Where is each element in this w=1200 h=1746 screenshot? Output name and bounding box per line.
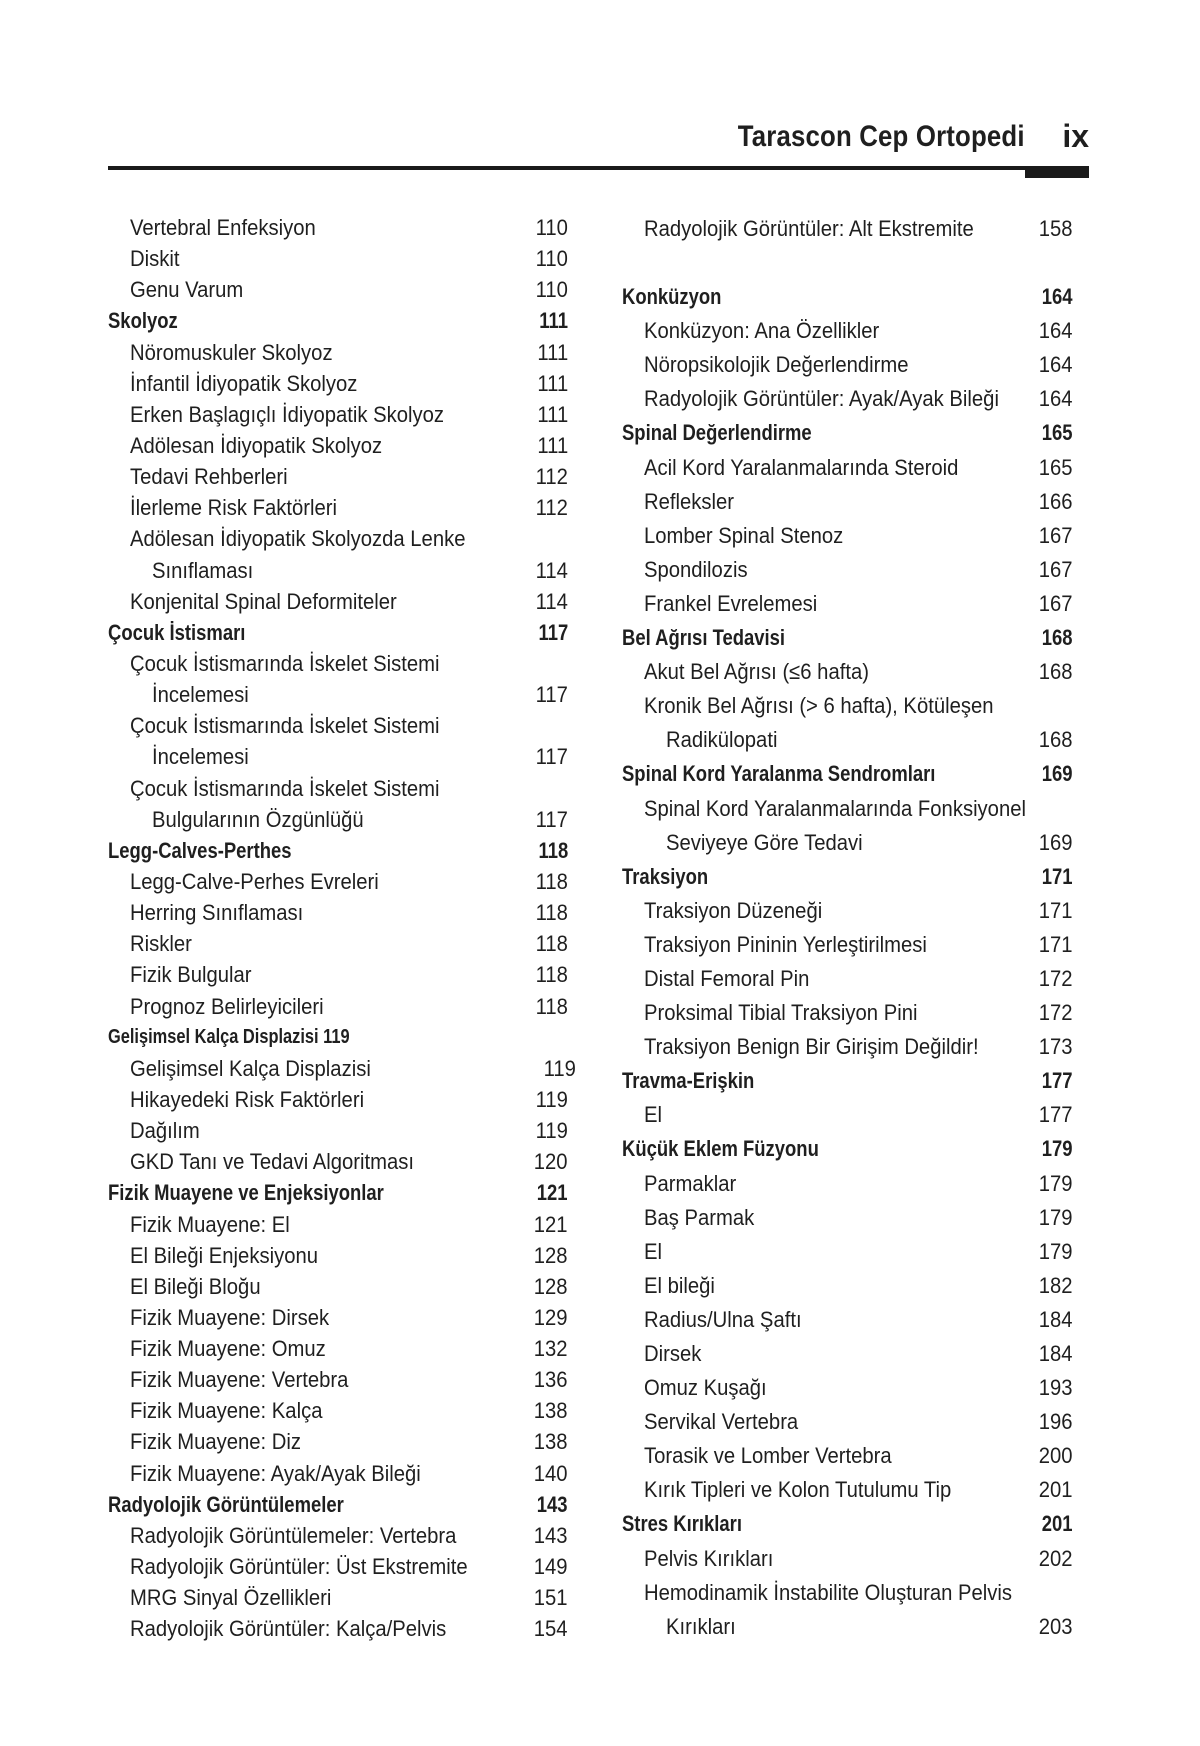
toc-entry — [108, 1551, 568, 1582]
toc-entry-page: 164 — [1039, 352, 1073, 378]
toc-entry-page: 128 — [534, 1242, 568, 1268]
toc-entry-page: 172 — [1039, 1000, 1073, 1026]
toc-entry-page: 117 — [535, 682, 568, 708]
toc-section-heading — [622, 1507, 1073, 1541]
toc-entry-page: 201 — [1039, 1477, 1073, 1503]
toc-entry-title: Nöromuskuler Skolyoz — [130, 339, 333, 365]
toc-entry-page: 117 — [535, 806, 568, 832]
toc-entry-title: Fizik Muayene: Omuz — [130, 1336, 326, 1362]
toc-entry-page: 165 — [1039, 454, 1073, 480]
toc-entry-title: Legg-Calve-Perhes Evreleri — [130, 868, 379, 894]
toc-entry — [108, 1146, 568, 1177]
toc-entry-title: Çocuk İstismarında İskelet Sistemi — [130, 650, 440, 676]
toc-entry-title: Konküzyon: Ana Özellikler — [644, 318, 880, 344]
toc-entry — [108, 648, 568, 679]
toc-entry — [622, 996, 1073, 1030]
toc-entry — [622, 928, 1073, 962]
toc-entry-page: 138 — [534, 1398, 568, 1424]
toc-entry-page: 184 — [1039, 1341, 1073, 1366]
toc-entry-title: Konjenital Spinal Deformiteler — [130, 588, 397, 614]
toc-entry-title: Dirsek — [644, 1341, 702, 1366]
toc-entry — [108, 866, 568, 897]
toc-entry — [622, 1098, 1073, 1132]
toc-entry — [108, 368, 568, 399]
toc-entry-title: Legg-Calves-Perthes — [108, 837, 292, 863]
toc-entry — [622, 1303, 1073, 1337]
toc-entry-title: Kronik Bel Ağrısı (> 6 hafta), Kötüleşen — [644, 693, 994, 719]
toc-entry-page: 118 — [535, 900, 568, 926]
toc-entry-title: İncelemesi — [152, 744, 249, 770]
toc-entry-page: 110 — [535, 215, 568, 240]
toc-entry — [622, 1610, 1073, 1644]
toc-entry — [622, 314, 1073, 348]
toc-entry — [108, 492, 568, 523]
toc-entry — [622, 689, 1073, 723]
toc-entry-page: 118 — [535, 868, 568, 894]
toc-entry-title: Torasik ve Lomber Vertebra — [644, 1443, 892, 1469]
toc-entry-page: 114 — [535, 588, 568, 614]
toc-section-heading — [622, 280, 1073, 314]
toc-section-heading — [108, 1489, 568, 1520]
toc-entry-page: 167 — [1039, 590, 1073, 616]
toc-entry — [622, 1235, 1073, 1269]
toc-entry-title: Riskler — [130, 931, 192, 957]
toc-entry — [622, 655, 1073, 689]
toc-entry-page: 158 — [1039, 216, 1073, 241]
toc-entry-page: 136 — [534, 1367, 568, 1393]
toc-entry-page: 140 — [534, 1460, 568, 1486]
toc-entry — [108, 586, 568, 617]
toc-entry-title: Çocuk İstismarı — [108, 619, 246, 645]
toc-entry-page: 111 — [537, 370, 568, 396]
toc-entry — [108, 243, 568, 274]
toc-entry-title: Vertebral Enfeksiyon — [130, 215, 316, 240]
toc-entry-title: Traksiyon Pininin Yerleştirilmesi — [644, 931, 927, 957]
toc-entry-page: 154 — [534, 1616, 568, 1642]
toc-entry-page: 172 — [1039, 965, 1073, 991]
toc-entry-title: El Bileği Bloğu — [130, 1273, 261, 1299]
toc-entry-page: 173 — [1039, 1034, 1073, 1060]
toc-entry-title: Gelişimsel Kalça Displazisi 119 — [108, 1025, 350, 1048]
book-title: Tarascon Cep Ortopedi — [738, 120, 1025, 153]
toc-entry-page: 149 — [534, 1554, 568, 1580]
toc-entry-title: Proksimal Tibial Traksiyon Pini — [644, 1000, 918, 1026]
toc-entry — [622, 1337, 1073, 1371]
toc-entry-page: 112 — [535, 464, 568, 490]
toc-entry — [622, 587, 1073, 621]
toc-entry — [622, 1167, 1073, 1201]
toc-entry-title: Fizik Muayene: Ayak/Ayak Bileği — [130, 1460, 421, 1486]
toc-entry-page: 169 — [1039, 829, 1073, 855]
toc-entry-title: Stres Kırıkları — [622, 1511, 742, 1537]
toc-entry-title: Servikal Vertebra — [644, 1409, 799, 1435]
toc-entry-title: Seviyeye Göre Tedavi — [666, 829, 863, 855]
toc-entry — [622, 826, 1073, 860]
toc-entry-title: Fizik Muayene: Dirsek — [130, 1304, 330, 1330]
toc-entry-title: Bulgularının Özgünlüğü — [152, 806, 364, 832]
toc-entry-page: 119 — [543, 1055, 576, 1081]
toc-entry-page: 111 — [537, 339, 568, 365]
toc-section-heading — [108, 305, 568, 336]
toc-entry-page: 168 — [1039, 659, 1073, 685]
toc-entry-page: 119 — [535, 1086, 568, 1112]
toc-entry — [108, 1426, 568, 1457]
toc-entry-page: 110 — [535, 277, 568, 303]
toc-entry — [108, 1520, 568, 1551]
toc-entry-page: 202 — [1039, 1545, 1073, 1571]
toc-entry — [108, 1613, 568, 1644]
toc-entry-title: Fizik Muayene: Kalça — [130, 1398, 323, 1424]
toc-entry — [622, 1201, 1073, 1235]
toc-entry — [108, 212, 568, 243]
toc-entry — [108, 1364, 568, 1395]
toc-entry-title: Parmaklar — [644, 1170, 737, 1196]
toc-entry-page: 201 — [1042, 1511, 1073, 1537]
toc-entry-title: Spinal Değerlendirme — [622, 420, 812, 446]
toc-entry-title: Akut Bel Ağrısı (≤6 hafta) — [644, 659, 869, 685]
toc-entry — [108, 1209, 568, 1240]
toc-entry — [108, 1240, 568, 1271]
toc-entry-page: 179 — [1039, 1204, 1073, 1230]
toc-entry — [108, 1582, 568, 1613]
toc-entry-page: 110 — [535, 246, 568, 272]
toc-entry-page: 138 — [534, 1429, 568, 1455]
toc-entry-page: 118 — [538, 837, 568, 863]
toc-entry — [108, 1053, 576, 1084]
toc-entry — [622, 382, 1073, 416]
toc-entry-page: 164 — [1039, 318, 1073, 344]
toc-entry — [622, 485, 1073, 519]
toc-entry-page: 179 — [1039, 1238, 1073, 1264]
toc-entry-page: 182 — [1039, 1272, 1073, 1298]
toc-entry — [108, 1395, 568, 1426]
toc-entry — [108, 274, 568, 305]
toc-entry-title: Adölesan İdiyopatik Skolyozda Lenke — [130, 526, 466, 552]
toc-entry-page: 151 — [534, 1585, 568, 1611]
toc-section-heading — [108, 1022, 568, 1053]
toc-entry — [108, 741, 568, 772]
toc-entry-title: Radius/Ulna Şaftı — [644, 1306, 802, 1332]
toc-entry-page: 179 — [1039, 1170, 1073, 1196]
toc-section-heading — [622, 860, 1073, 894]
toc-entry — [108, 337, 568, 368]
toc-entry-title: İnfantil İdiyopatik Skolyoz — [130, 370, 358, 396]
toc-entry-title: Radyolojik Görüntüler: Ayak/Ayak Bileği — [644, 386, 999, 412]
toc-entry-page: 203 — [1039, 1613, 1073, 1639]
toc-entry-page: 166 — [1039, 488, 1073, 514]
toc-entry-title: Skolyoz — [108, 308, 178, 334]
toc-entry-page: 132 — [534, 1336, 568, 1362]
toc-entry — [108, 461, 568, 492]
toc-section-heading — [108, 835, 568, 866]
page-header — [108, 108, 1089, 170]
toc-entry-title: Omuz Kuşağı — [644, 1375, 767, 1401]
toc-entry-page: 112 — [535, 495, 568, 521]
toc-entry — [622, 1576, 1073, 1610]
toc-entry — [108, 897, 568, 928]
toc-section-heading — [622, 416, 1073, 450]
toc-entry — [108, 430, 568, 461]
toc-entry-title: Fizik Muayene: El — [130, 1211, 290, 1237]
toc-entry-title: Herring Sınıflaması — [130, 900, 304, 926]
toc-section-heading — [622, 621, 1073, 655]
toc-entry-page: 111 — [537, 401, 568, 427]
toc-entry-page: 171 — [1039, 897, 1073, 923]
toc-entry-title: Çocuk İstismarında İskelet Sistemi — [130, 713, 440, 739]
toc-entry-title: Radyolojik Görüntülemeler — [108, 1491, 344, 1517]
toc-entry — [622, 1542, 1073, 1576]
toc-entry — [108, 928, 568, 959]
toc-entry-title: El — [644, 1102, 663, 1128]
toc-entry-page: 118 — [535, 931, 568, 957]
toc-entry-title: MRG Sinyal Özellikleri — [130, 1585, 332, 1611]
toc-entry-page: 196 — [1039, 1409, 1073, 1435]
toc-entry-title: Pelvis Kırıkları — [644, 1545, 774, 1571]
toc-entry-title: Kırık Tipleri ve Kolon Tutulumu Tip — [644, 1477, 952, 1503]
toc-entry-title: Küçük Eklem Füzyonu — [622, 1136, 819, 1162]
toc-entry-title: Diskit — [130, 246, 180, 272]
toc-entry-title: Frankel Evrelemesi — [644, 590, 818, 616]
toc-entry-title: Radyolojik Görüntüler: Üst Ekstremite — [130, 1554, 468, 1580]
toc-entry-title: Prognoz Belirleyicileri — [130, 993, 324, 1019]
toc-entry-page: 168 — [1039, 727, 1073, 753]
toc-entry-title: GKD Tanı ve Tedavi Algoritması — [130, 1149, 415, 1175]
toc-entry-page: 128 — [534, 1273, 568, 1299]
toc-entry — [622, 962, 1073, 996]
toc-entry-title: El Bileği Enjeksiyonu — [130, 1242, 318, 1268]
toc-entry — [622, 1473, 1073, 1507]
toc-entry-title: Travma-Erişkin — [622, 1068, 755, 1094]
toc-entry-title: Konküzyon — [622, 284, 722, 310]
toc-entry — [108, 991, 568, 1022]
toc-entry — [622, 1405, 1073, 1439]
toc-entry-title: Gelişimsel Kalça Displazisi — [130, 1055, 371, 1081]
toc-entry-page: 143 — [537, 1491, 568, 1517]
toc-entry-title: Baş Parmak — [644, 1204, 755, 1230]
toc-section-heading — [108, 617, 568, 648]
toc-entry — [622, 553, 1073, 587]
toc-entry-title: Radikülopati — [666, 727, 778, 753]
toc-entry-title: Fizik Bulgular — [130, 962, 252, 988]
toc-entry-title: Distal Femoral Pin — [644, 965, 810, 991]
toc-entry-page: 118 — [535, 993, 568, 1019]
toc-entry-page: 143 — [534, 1522, 568, 1548]
toc-entry — [108, 555, 568, 586]
toc-entry — [108, 773, 568, 804]
toc-entry-title: Refleksler — [644, 488, 735, 514]
toc-entry-page: 165 — [1042, 420, 1073, 446]
toc-entry-page: 164 — [1042, 284, 1073, 310]
toc-entry-title: Fizik Muayene: Vertebra — [130, 1367, 349, 1393]
toc-entry-title: El bileği — [644, 1272, 715, 1298]
page-number: ix — [1062, 118, 1089, 154]
toc-entry-page: 111 — [539, 308, 568, 334]
toc-entry-title: Kırıkları — [666, 1613, 736, 1639]
toc-entry-title: Traksiyon Benign Bir Girişim Değildir! — [644, 1034, 979, 1060]
toc-entry — [622, 212, 1073, 246]
toc-entry-page: 171 — [1042, 863, 1073, 889]
toc-entry-page: 119 — [535, 1118, 568, 1144]
toc-entry-title: Çocuk İstismarında İskelet Sistemi — [130, 775, 440, 801]
toc-entry — [108, 1115, 568, 1146]
toc-entry-page: 114 — [535, 557, 568, 583]
toc-entry — [622, 1030, 1073, 1064]
toc-left-column — [108, 212, 576, 1644]
toc-entry-title: Acil Kord Yaralanmalarında Steroid — [644, 454, 959, 480]
toc-entry-page: 193 — [1039, 1375, 1073, 1401]
toc-entry-title: El — [644, 1238, 663, 1264]
toc-entry-title: Dağılım — [130, 1118, 200, 1144]
toc-entry — [108, 1271, 568, 1302]
toc-entry-title: Spinal Kord Yaralanmalarında Fonksiyonel — [644, 795, 1026, 821]
toc-entry-title: Radyolojik Görüntüler: Alt Ekstremite — [644, 216, 974, 241]
toc-entry-page: 177 — [1042, 1068, 1073, 1094]
toc-entry-title: İlerleme Risk Faktörleri — [130, 495, 338, 521]
toc-entry-title: Lomber Spinal Stenoz — [644, 522, 844, 548]
toc-entry — [622, 519, 1073, 553]
toc-entry-title: Adölesan İdiyopatik Skolyoz — [130, 432, 383, 458]
toc-entry-title: Sınıflaması — [152, 557, 254, 583]
toc-entry — [108, 804, 568, 835]
toc-entry — [108, 1084, 568, 1115]
toc-spacer — [622, 246, 1073, 280]
toc-entry — [622, 348, 1073, 382]
toc-entry-page: 117 — [535, 744, 568, 770]
toc-entry-title: Radyolojik Görüntüler: Kalça/Pelvis — [130, 1616, 447, 1642]
toc-entry — [622, 1439, 1073, 1473]
toc-entry-title: Radyolojik Görüntülemeler: Vertebra — [130, 1522, 457, 1548]
toc-entry-title: Spinal Kord Yaralanma Sendromları — [622, 761, 936, 787]
toc-entry-page: 118 — [535, 962, 568, 988]
toc-entry — [622, 723, 1073, 757]
toc-section-heading — [108, 1177, 568, 1208]
toc-entry-page: 120 — [534, 1149, 568, 1175]
toc-entry-page: 169 — [1042, 761, 1073, 787]
toc-entry — [108, 959, 568, 990]
toc-entry — [108, 1458, 568, 1489]
toc-entry-title: İncelemesi — [152, 682, 249, 708]
toc-entry — [622, 1371, 1073, 1405]
header-rule-tab — [1025, 166, 1089, 178]
toc-entry-page: 168 — [1042, 625, 1073, 651]
toc-entry — [108, 1302, 568, 1333]
header-rule — [108, 166, 1089, 170]
toc-section-heading — [622, 1064, 1073, 1098]
toc-entry — [622, 894, 1073, 928]
toc-entry-page: 179 — [1042, 1136, 1073, 1162]
toc-entry — [108, 523, 568, 554]
toc-entry-title: Genu Varum — [130, 277, 244, 303]
toc-entry-title: Traksiyon Düzeneği — [644, 897, 823, 923]
toc-entry — [622, 1269, 1073, 1303]
toc-entry-page: 164 — [1039, 386, 1073, 412]
toc-entry-page: 184 — [1039, 1306, 1073, 1332]
toc-entry — [108, 399, 568, 430]
toc-entry-page: 129 — [534, 1304, 568, 1330]
toc-entry-page: 167 — [1039, 522, 1073, 548]
toc-entry — [622, 451, 1073, 485]
toc-entry — [108, 679, 568, 710]
toc-entry-page: 171 — [1039, 931, 1073, 957]
toc-section-heading — [622, 757, 1073, 791]
toc-entry-title: Tedavi Rehberleri — [130, 464, 288, 490]
toc-section-heading — [622, 1132, 1073, 1166]
toc-entry-page: 177 — [1039, 1102, 1073, 1128]
toc-entry-page: 117 — [538, 619, 568, 645]
toc-entry-title: Fizik Muayene: Diz — [130, 1429, 302, 1455]
toc-entry — [108, 1333, 568, 1364]
toc-entry-title: Fizik Muayene ve Enjeksiyonlar — [108, 1180, 384, 1206]
toc-entry — [108, 710, 568, 741]
toc-right-column — [622, 212, 1073, 1644]
toc-entry-title: Hemodinamik İnstabilite Oluşturan Pelvis — [644, 1579, 1013, 1605]
toc-entry-title: Traksiyon — [622, 863, 709, 889]
toc-entry-page: 200 — [1039, 1443, 1073, 1469]
toc-entry-title: Erken Başlagıçlı İdiyopatik Skolyoz — [130, 401, 445, 427]
toc-entry — [622, 792, 1073, 826]
toc-entry-page: 121 — [534, 1211, 568, 1237]
toc-entry-title: Nöropsikolojik Değerlendirme — [644, 352, 909, 378]
toc-entry-title: Bel Ağrısı Tedavisi — [622, 625, 786, 651]
toc-entry-page: 121 — [537, 1180, 568, 1206]
toc-entry-page: 167 — [1039, 556, 1073, 582]
toc-entry-title: Hikayedeki Risk Faktörleri — [130, 1086, 365, 1112]
toc-entry-title: Spondilozis — [644, 556, 748, 582]
toc-entry-page: 111 — [537, 432, 568, 458]
